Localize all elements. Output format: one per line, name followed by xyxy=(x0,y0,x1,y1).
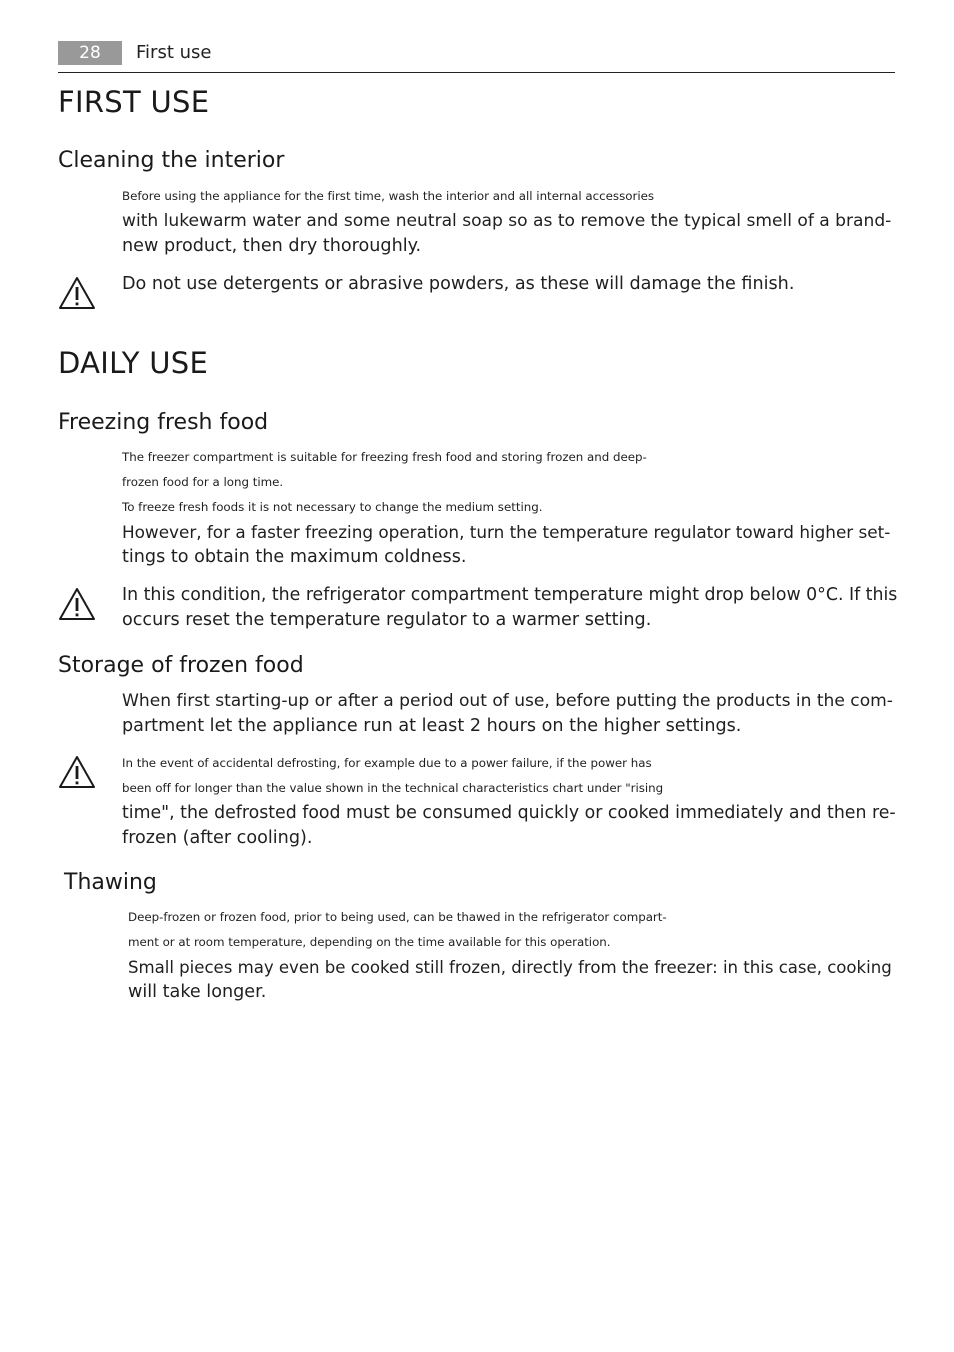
warning-triangle-icon xyxy=(58,755,96,789)
thawing-heading: Thawing xyxy=(64,870,157,895)
text-line: Do not use detergents or abrasive powders, as these will damage the finish. xyxy=(122,274,795,294)
text-line: will take longer. xyxy=(128,982,267,1002)
text-line: However, for a faster freezing operation, turn the temperature regulator toward higher set- xyxy=(122,522,891,542)
storage-warning xyxy=(122,751,896,851)
text-line: ment or at room temperature, depending on the time available for this operation. xyxy=(128,935,611,949)
warning-triangle-icon xyxy=(58,276,96,310)
storage-heading: Storage of frozen food xyxy=(58,653,304,678)
page-header xyxy=(58,40,895,73)
warning-triangle-icon xyxy=(58,587,96,621)
text-line: To freeze fresh foods it is not necessary to change the medium setting. xyxy=(122,500,543,514)
text-line: In this condition, the refrigerator compartment temperature might drop below 0°C. If this xyxy=(122,585,898,605)
text-line: with lukewarm water and some neutral soap so as to remove the typical smell of a brand- xyxy=(122,211,892,231)
text-line: frozen (after cooling). xyxy=(122,828,313,848)
page-number: 28 xyxy=(58,41,122,65)
cleaning-warning xyxy=(122,272,794,297)
text-line: partment let the appliance run at least 2 hours on the higher settings. xyxy=(122,716,742,736)
text-line: time", the defrosted food must be consumed quickly or cooked immediately and then re- xyxy=(122,803,896,823)
text-line: When first starting-up or after a period out of use, before putting the products in the com- xyxy=(122,691,893,711)
thawing-paragraph xyxy=(128,905,892,1005)
storage-paragraph xyxy=(122,689,893,739)
text-line: The freezer compartment is suitable for freezing fresh food and storing frozen and deep- xyxy=(122,450,647,464)
freezing-heading: Freezing fresh food xyxy=(58,410,269,435)
freezing-paragraph xyxy=(122,445,890,570)
text-line: Deep-frozen or frozen food, prior to being used, can be thawed in the refrigerator compart- xyxy=(128,910,667,924)
text-line: new product, then dry thoroughly. xyxy=(122,236,422,256)
freezing-warning xyxy=(122,583,897,633)
text-line: been off for longer than the value shown in the technical characteristics chart under "rising xyxy=(122,781,664,795)
text-line: Before using the appliance for the first time, wash the interior and all internal accessories xyxy=(122,189,655,203)
cleaning-heading: Cleaning the interior xyxy=(58,148,285,173)
text-line: In the event of accidental defrosting, for example due to a power failure, if the power has xyxy=(122,756,652,770)
text-line: occurs reset the temperature regulator to a warmer setting. xyxy=(122,610,652,630)
first-use-title: FIRST USE xyxy=(58,85,210,119)
text-line: frozen food for a long time. xyxy=(122,475,284,489)
header-section-name: First use xyxy=(136,42,212,63)
text-line: tings to obtain the maximum coldness. xyxy=(122,547,467,567)
text-line: Small pieces may even be cooked still frozen, directly from the freezer: in this case, cooking xyxy=(128,958,892,977)
daily-use-title: DAILY USE xyxy=(58,346,209,380)
cleaning-paragraph xyxy=(122,184,891,259)
